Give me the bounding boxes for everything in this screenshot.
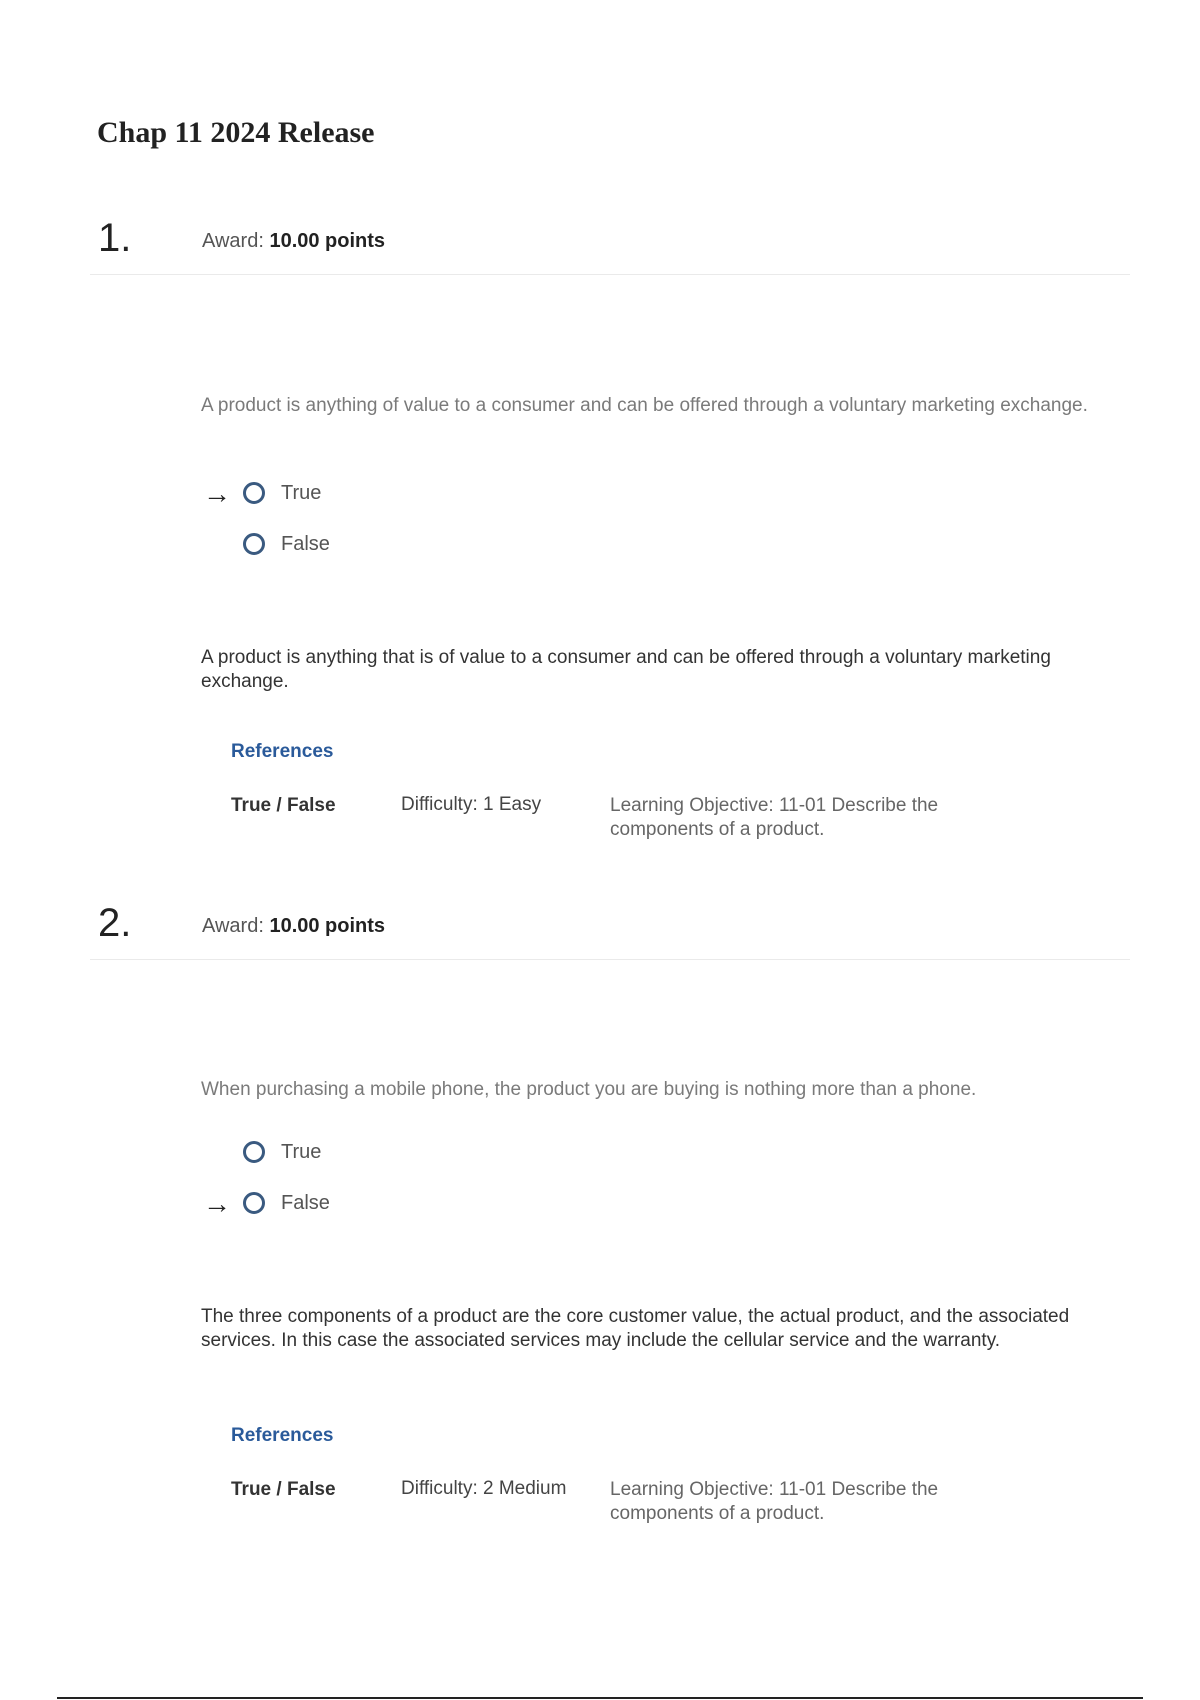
question-type: True / False (231, 795, 336, 816)
option-label: True (281, 482, 322, 504)
question-number: 2. (98, 901, 132, 945)
radio-button[interactable] (243, 533, 265, 555)
answer-arrow-icon: → (203, 1188, 231, 1219)
references-link[interactable]: References (231, 741, 334, 762)
award-value: 10.00 points (269, 230, 386, 252)
page-title: Chap 11 2024 Release (97, 116, 375, 149)
radio-button[interactable] (243, 482, 265, 504)
radio-button[interactable] (243, 1192, 265, 1214)
radio-button[interactable] (243, 1141, 265, 1163)
references-link[interactable]: References (231, 1425, 334, 1446)
award-label: Award: (202, 230, 264, 252)
question-divider (90, 274, 1130, 275)
award-label: Award: (202, 915, 264, 937)
option-true[interactable] (0, 480, 600, 510)
learning-objective: Learning Objective: 11-01 Describe the components of a product. (610, 1479, 939, 1524)
question-divider (90, 959, 1130, 960)
explanation: The three components of a product are the core customer value, the actual product, and the associated services. In this case the associated services may include the cellular service and the warranty. (201, 1306, 1070, 1351)
award-value: 10.00 points (269, 915, 386, 937)
option-false[interactable] (0, 1190, 600, 1220)
page-bottom-rule (57, 1697, 1143, 1699)
difficulty: Difficulty: 2 Medium (401, 1478, 567, 1499)
option-false[interactable] (0, 531, 600, 561)
learning-objective: Learning Objective: 11-01 Describe the components of a product. (610, 795, 939, 840)
difficulty: Difficulty: 1 Easy (401, 794, 542, 815)
answer-arrow-icon: → (203, 478, 231, 509)
option-label: True (281, 1141, 322, 1163)
option-label: False (281, 533, 330, 555)
question-type: True / False (231, 1479, 336, 1500)
award (202, 915, 385, 938)
award (202, 230, 385, 253)
question-number: 1. (98, 216, 132, 260)
explanation: A product is anything that is of value to a consumer and can be offered through a voluntary marketing exchange. (201, 647, 1051, 692)
option-label: False (281, 1192, 330, 1214)
option-true[interactable] (0, 1139, 600, 1169)
question-prompt: When purchasing a mobile phone, the product you are buying is nothing more than a phone. (201, 1079, 977, 1100)
question-prompt: A product is anything of value to a consumer and can be offered through a voluntary marketing exchange. (201, 395, 1088, 416)
